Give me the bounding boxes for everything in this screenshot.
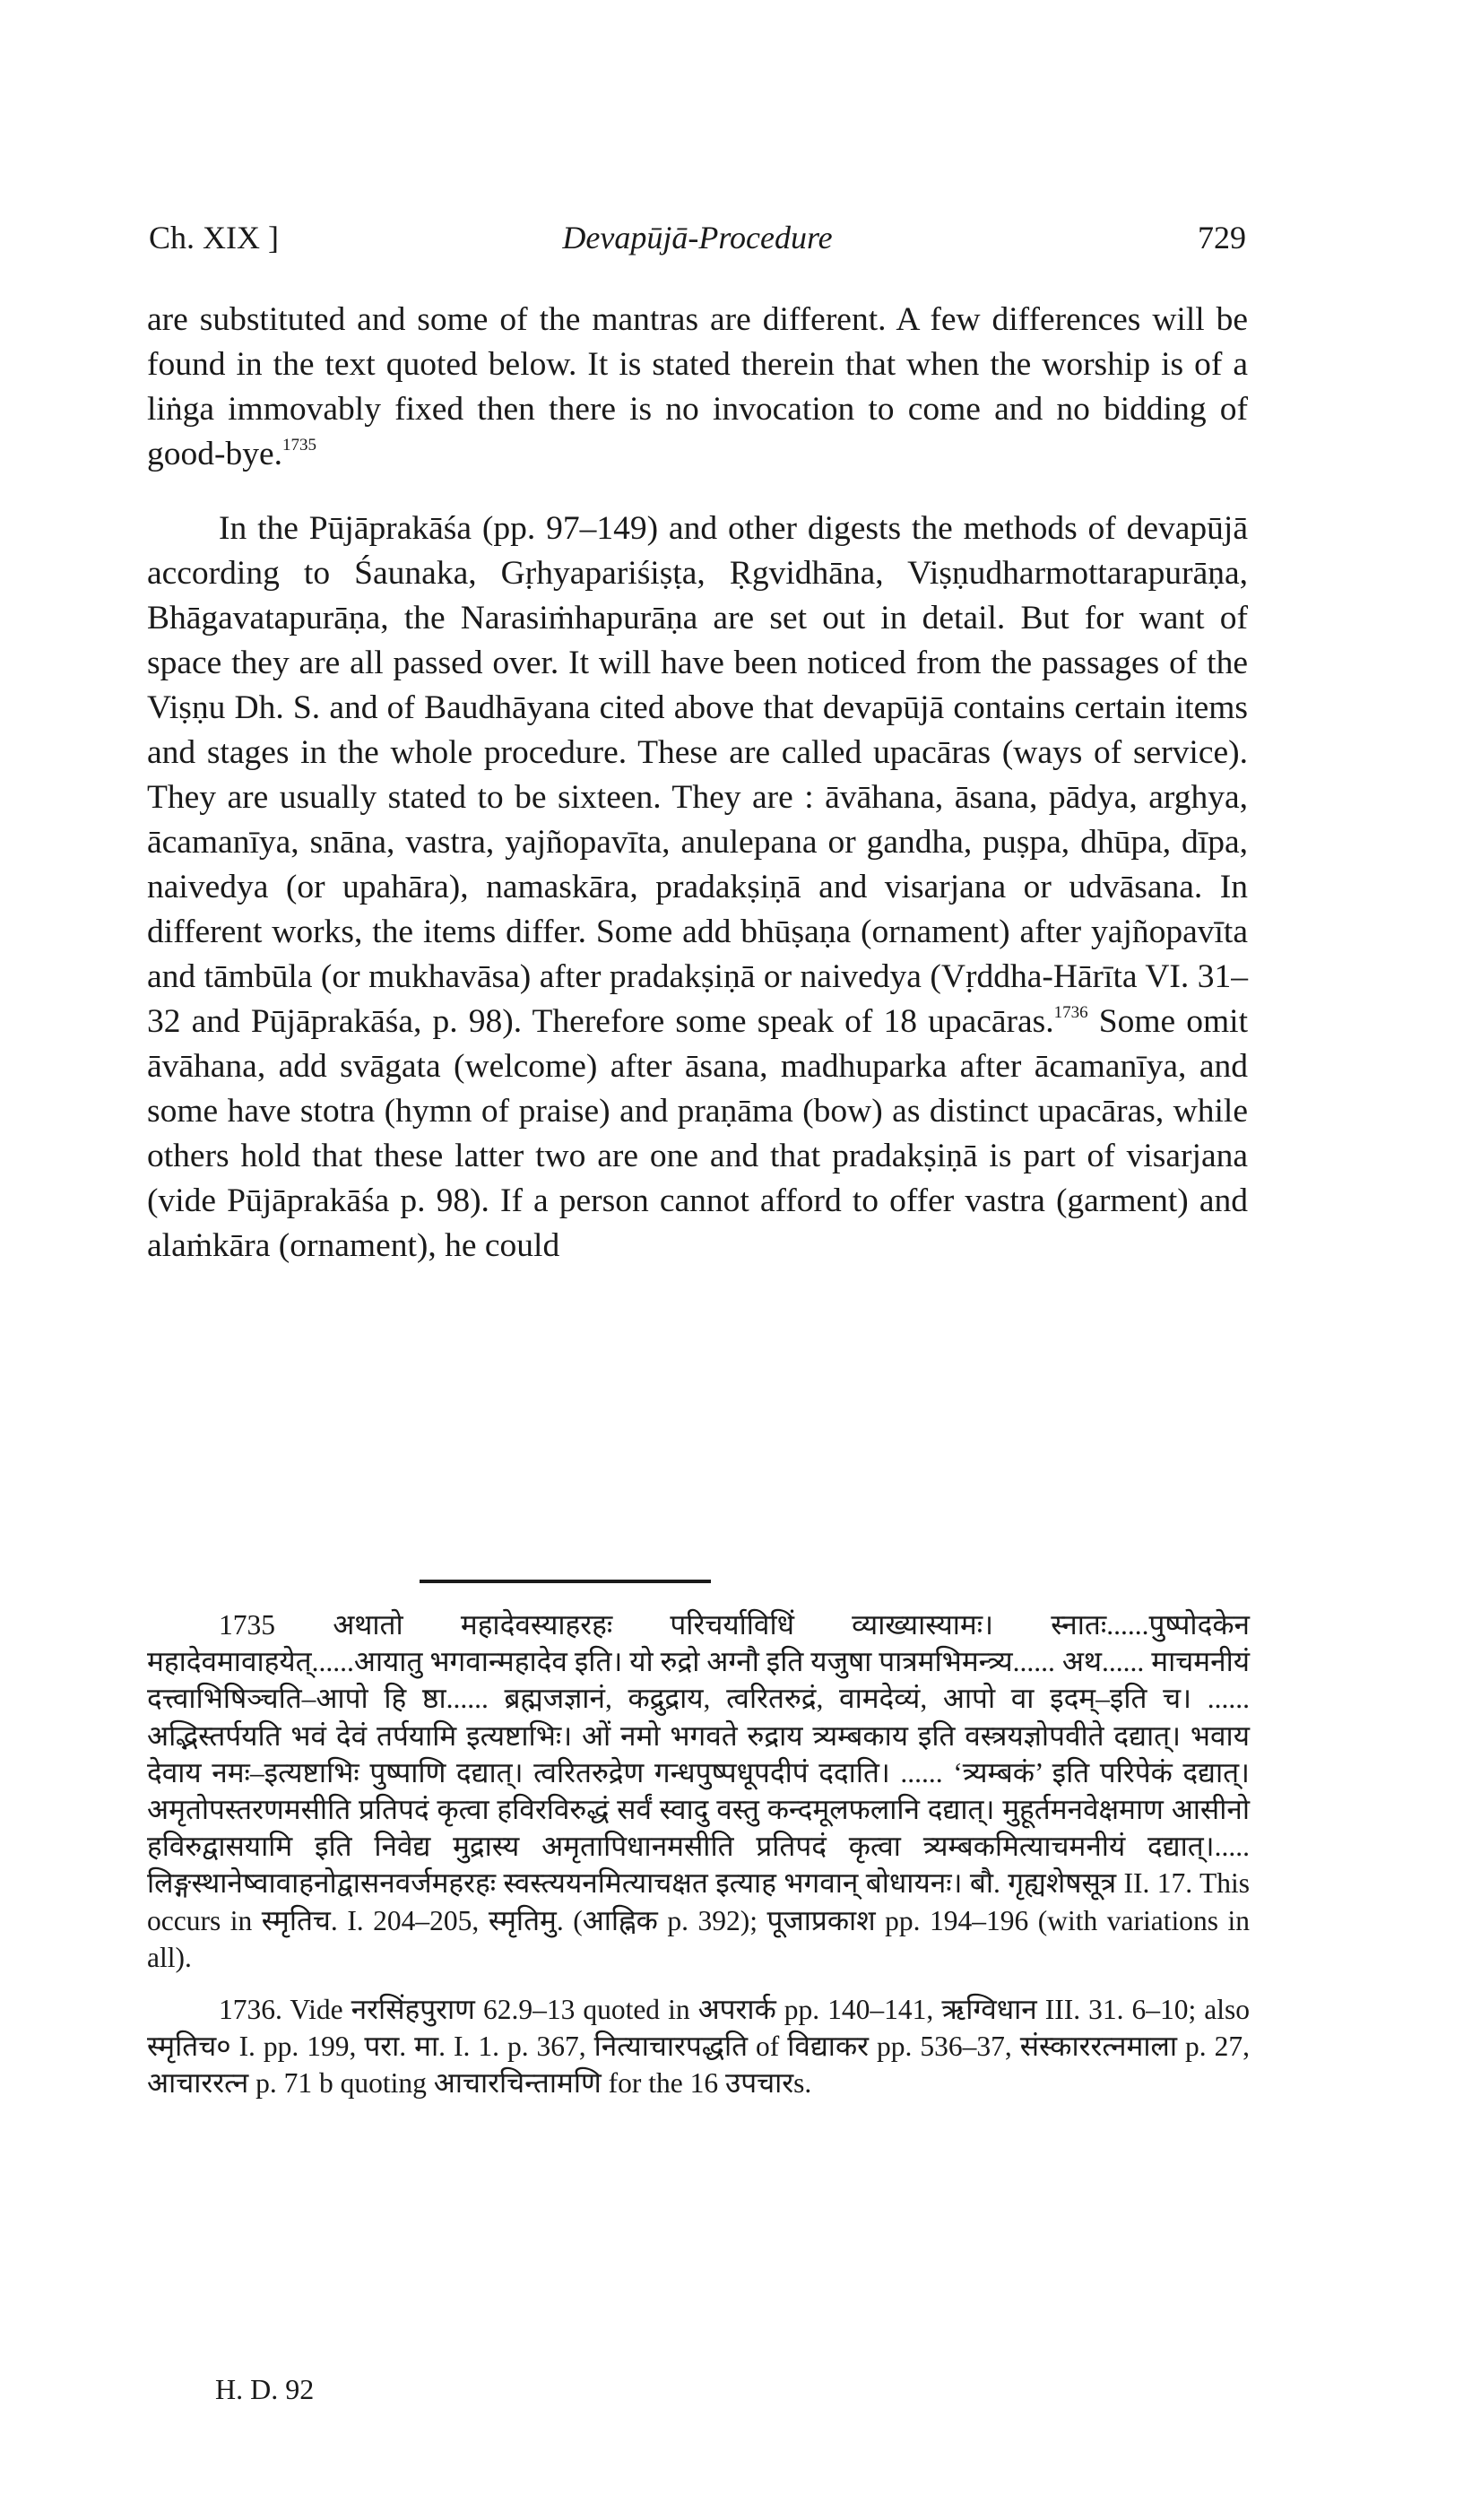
footnote-ref-1735: 1735 — [282, 436, 317, 455]
page-number: 729 — [1198, 220, 1246, 255]
paragraph-1-text: are substituted and some of the mantras are different. A few differences will be found in the text quoted below. It is stated therein that when the worship is of a liṅga immovably fixed then there is no invocation to come and no bidding of good-bye. — [147, 301, 1248, 472]
paragraph-2-text-b: Some omit āvāhana, add svāgata (welcome) after āsana, madhuparka after ācamanīya, and some have stotra (hymn of praise) and praṇāma (bow) as distinct upacāras, while others hold that these latter two are one and that pradakṣiṇā is part of visarjana (vide Pūjāprakāśa p. 98). If a person cannot afford to offer vastra (garment) and alaṁkāra (ornament), he could — [147, 1003, 1248, 1264]
footnote-1735: 1735 अथातो महादेवस्याहरहः परिचर्याविधिं व्याख्यास्यामः। स्नातः......पुष्पोदकेन महादेवमावाहयेत्......आयातु भगवान्महादेव इति। यो रुद्रो अग्नौ इति यजुषा पात्रमभिमन्त्र्य...... अथ...... माचमनीयं दत्त्वाभिषिञ्चति–आपो हि ष्ठा...... ब्रह्मजज्ञानं, कद्रुद्राय, त्वरितरुद्रं, वामदेव्यं, आपो वा इदम्–इति च। ...... अद्भिस्तर्पयति भवं देवं तर्पयामि इत्यष्टाभिः। ओं नमो भगवते रुद्राय त्र्यम्बकाय इति वस्त्रयज्ञोपवीते दद्यात्। भवाय देवाय नमः–इत्यष्टाभिः पुष्पाणि दद्यात्। त्वरितरुद्रेण गन्धपुष्पधूपदीपं ददाति। ...... ‘त्र्यम्बकं’ इति परिपेकं दद्यात्। अमृतोपस्तरणमसीति प्रतिपदं कृत्वा हविरविरुद्धं सर्वं स्वादु वस्तु कन्दमूलफलानि दद्यात्। मुहूर्तमनवेक्षमाण आसीनो हविरुद्वासयामि इति निवेद्य मुद्रास्य अमृतापिधानमसीति प्रतिपदं कृत्वा त्र्यम्बकमित्याचमनीयं दद्यात्।..... लिङ्गस्थानेष्वावाहनोद्वासनवर्जमहरहः स्वस्त्ययनमित्याचक्षत इत्याह भगवान् बोधायनः। बौ. गृह्यशेषसूत्र II. 17. This occurs in स्मृतिच. I. 204–205, स्मृतिमु. (आह्निक p. 392); पूजाप्रकाश pp. 194–196 (with variations in all). — [147, 1609, 1250, 1973]
main-text — [147, 298, 1248, 1269]
paragraph-2 — [147, 507, 1248, 1269]
footnotes — [147, 1606, 1250, 2102]
footnote-divider — [420, 1580, 711, 1583]
paragraph-1 — [147, 298, 1248, 477]
paragraph-2-text-a: In the Pūjāprakāśa (pp. 97–149) and other digests the methods of devapūjā according to Śaunaka, Gṛhyapariśiṣṭa, Ṛgvidhāna, Viṣṇudharmottarapurāṇa, Bhāgavatapurāṇa, the Narasiṁhapurāṇa are set out in detail. But for want of space they are all passed over. It will have been noticed from the passages of the Viṣṇu Dh. S. and of Baudhāyana cited above that devapūjā contains certain items and stages in the whole procedure. These are called upacāras (ways of service). They are usually stated to be sixteen. They are : āvāhana, āsana, pādya, arghya, ācamanīya, snāna, vastra, yajñopavīta, anulepana or gandha, puṣpa, dhūpa, dīpa, naivedya (or upahāra), namaskāra, pradakṣiṇā and visarjana or udvāsana. In different works, the items differ. Some add bhūṣaṇa (ornament) after yajñopavīta and tāmbūla (or mukhavāsa) after pradakṣiṇā or naivedya (Vṛddha-Hārīta VI. 31–32 and Pūjāprakāśa, p. 98). Therefore some speak of 18 upacāras. — [147, 510, 1248, 1040]
signature-mark: H. D. 92 — [215, 2373, 315, 2405]
chapter-label: Ch. XIX ] — [149, 220, 279, 255]
running-title: Devapūjā-Procedure — [562, 220, 833, 255]
footnote-1736: 1736. Vide नरसिंहपुराण 62.9–13 quoted in अपरार्क pp. 140–141, ऋग्विधान III. 31. 6–10; also स्मृतिच० I. pp. 199, परा. मा. I. 1. p. 367, नित्याचारपद्धति of विद्याकर pp. 536–37, संस्काररत्नमाला p. 27, आचाररत्न p. 71 b quoting आचारचिन्तामणि for the 16 उपचारs. — [147, 1994, 1250, 2100]
footnote-ref-1736: 1736 — [1053, 1003, 1088, 1022]
running-header — [149, 219, 1246, 264]
